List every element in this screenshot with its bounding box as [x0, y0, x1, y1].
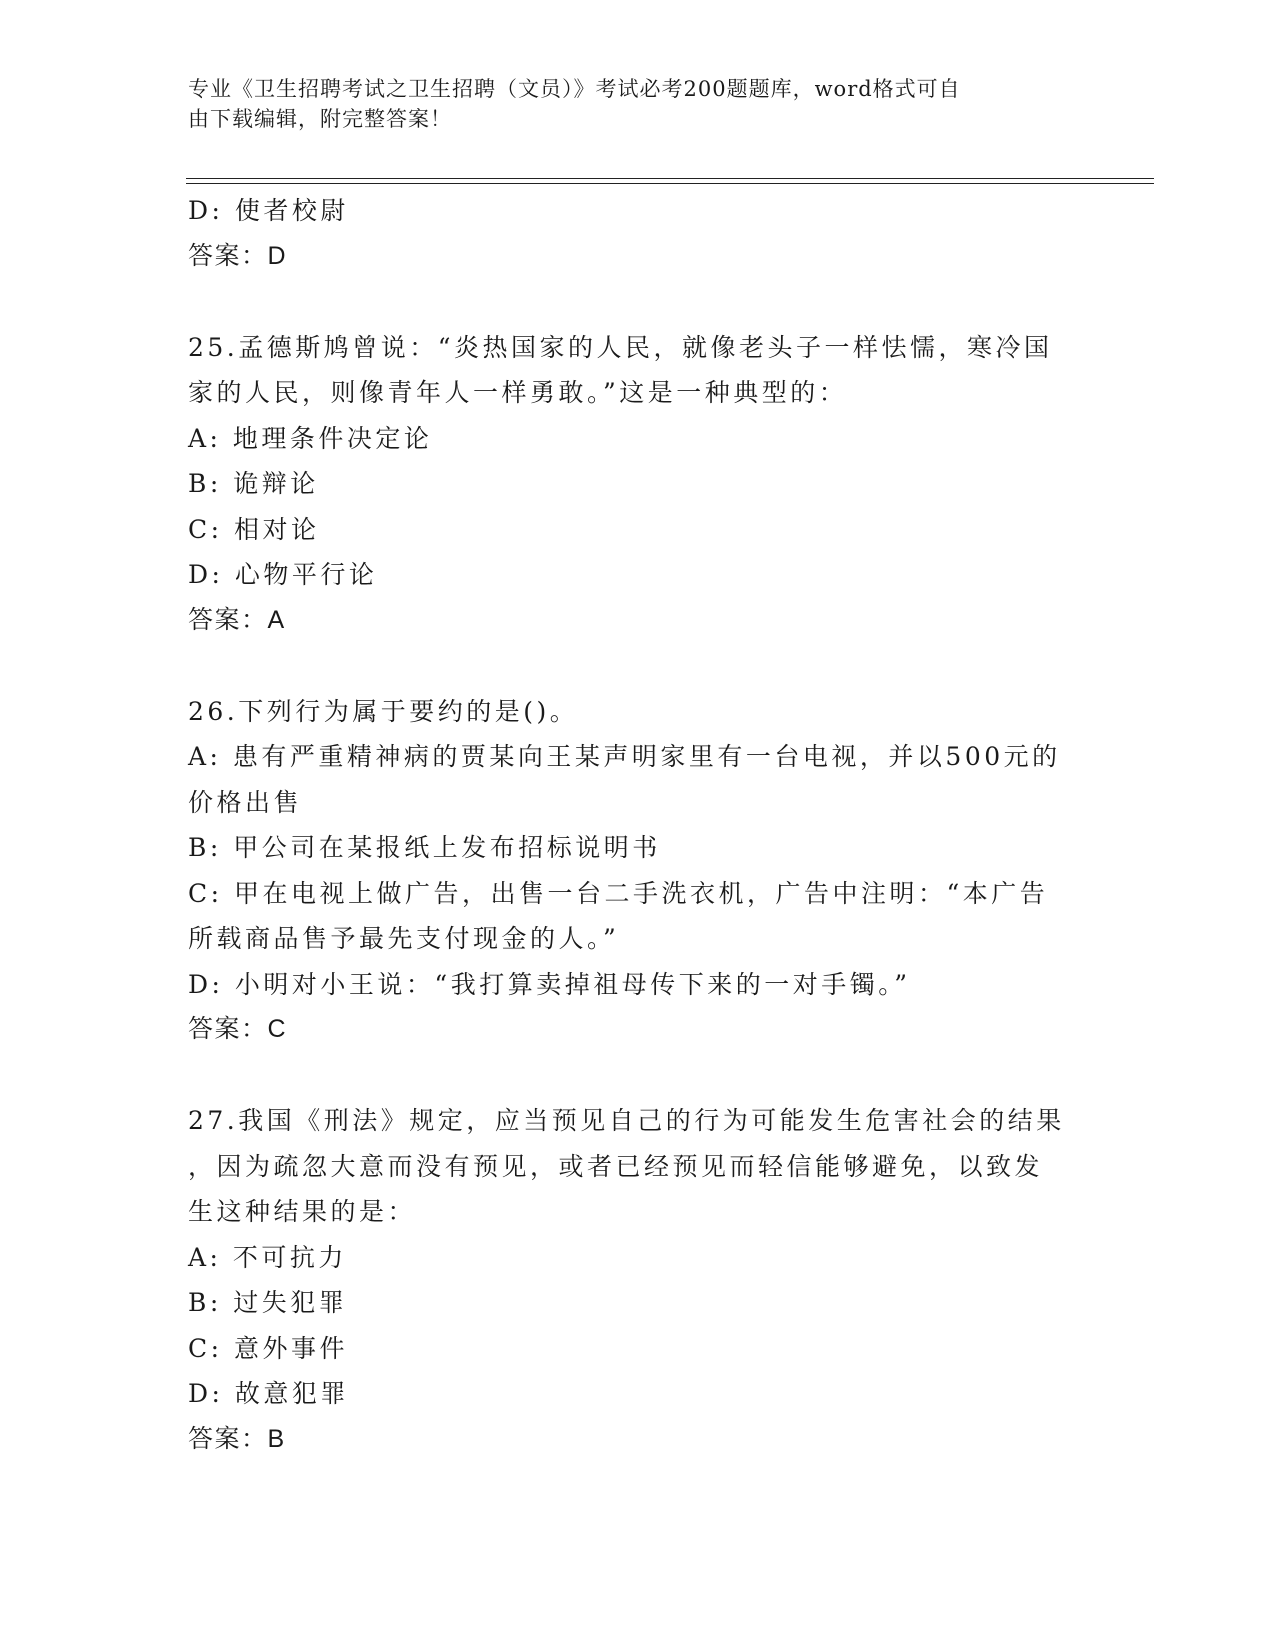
question-25: [188, 325, 1088, 644]
option-c: C: 意外事件: [188, 1333, 348, 1363]
question-text-line: 家的人民，则像青年人一样勇敢。”这是一种典型的：: [188, 378, 848, 407]
spacer: [188, 279, 1088, 325]
answer-line: 答案：C: [188, 1015, 288, 1043]
header-line-1: 专业《卫生招聘考试之卫生招聘（文员）》考试必考200题题库，word格式可自: [188, 77, 961, 101]
option-d: D: 小明对小王说：“我打算卖掉祖母传下来的一对手镯。”: [188, 969, 911, 999]
question-text-line: 26.下列行为属于要约的是()。: [188, 696, 579, 726]
header-divider-bottom: [186, 183, 1154, 184]
option-a: A: 不可抗力: [188, 1242, 347, 1272]
option-d: D: 使者校尉: [188, 196, 349, 225]
option-d: D: 故意犯罪: [188, 1379, 349, 1408]
option-c-continued: 所载商品售予最先支付现金的人。”: [188, 924, 620, 953]
answer-line: 答案：A: [188, 605, 286, 634]
option-c: C: 相对论: [188, 514, 320, 544]
question-carryover: [188, 188, 1088, 279]
option-a: A: 患有严重精神病的贾某向王某声明家里有一台电视，并以500元的: [188, 742, 1061, 771]
document-header: [188, 74, 1068, 134]
header-line-2: 由下载编辑，附完整答案！: [188, 107, 452, 131]
option-b: B: 过失犯罪: [188, 1288, 348, 1317]
question-text-line: 25.孟德斯鸠曾说：“炎热国家的人民，就像老头子一样怯懦，寒冷国: [188, 332, 1053, 362]
answer-line: 答案：B: [188, 1424, 286, 1453]
question-27: [188, 1098, 1088, 1462]
option-b: B: 诡辩论: [188, 469, 319, 498]
option-d: D: 心物平行论: [188, 560, 378, 589]
spacer: [188, 643, 1088, 689]
question-list: [188, 188, 1088, 1462]
question-26: [188, 689, 1088, 1053]
question-text-line: ，因为疏忽大意而没有预见，或者已经预见而轻信能够避免，以致发: [188, 1151, 1044, 1181]
spacer: [188, 1053, 1088, 1099]
question-text-line: 生这种结果的是：: [188, 1197, 417, 1226]
option-a: A: 地理条件决定论: [188, 423, 433, 453]
header-divider-top: [186, 178, 1154, 179]
option-b: B: 甲公司在某报纸上发布招标说明书: [188, 833, 661, 862]
question-text-line: 27.我国《刑法》规定，应当预见自己的行为可能发生危害社会的结果: [188, 1106, 1065, 1135]
answer-line: 答案：D: [188, 241, 288, 270]
option-a-continued: 价格出售: [188, 787, 303, 817]
option-c: C: 甲在电视上做广告，出售一台二手洗衣机，广告中注明：“本广告: [188, 878, 1049, 908]
